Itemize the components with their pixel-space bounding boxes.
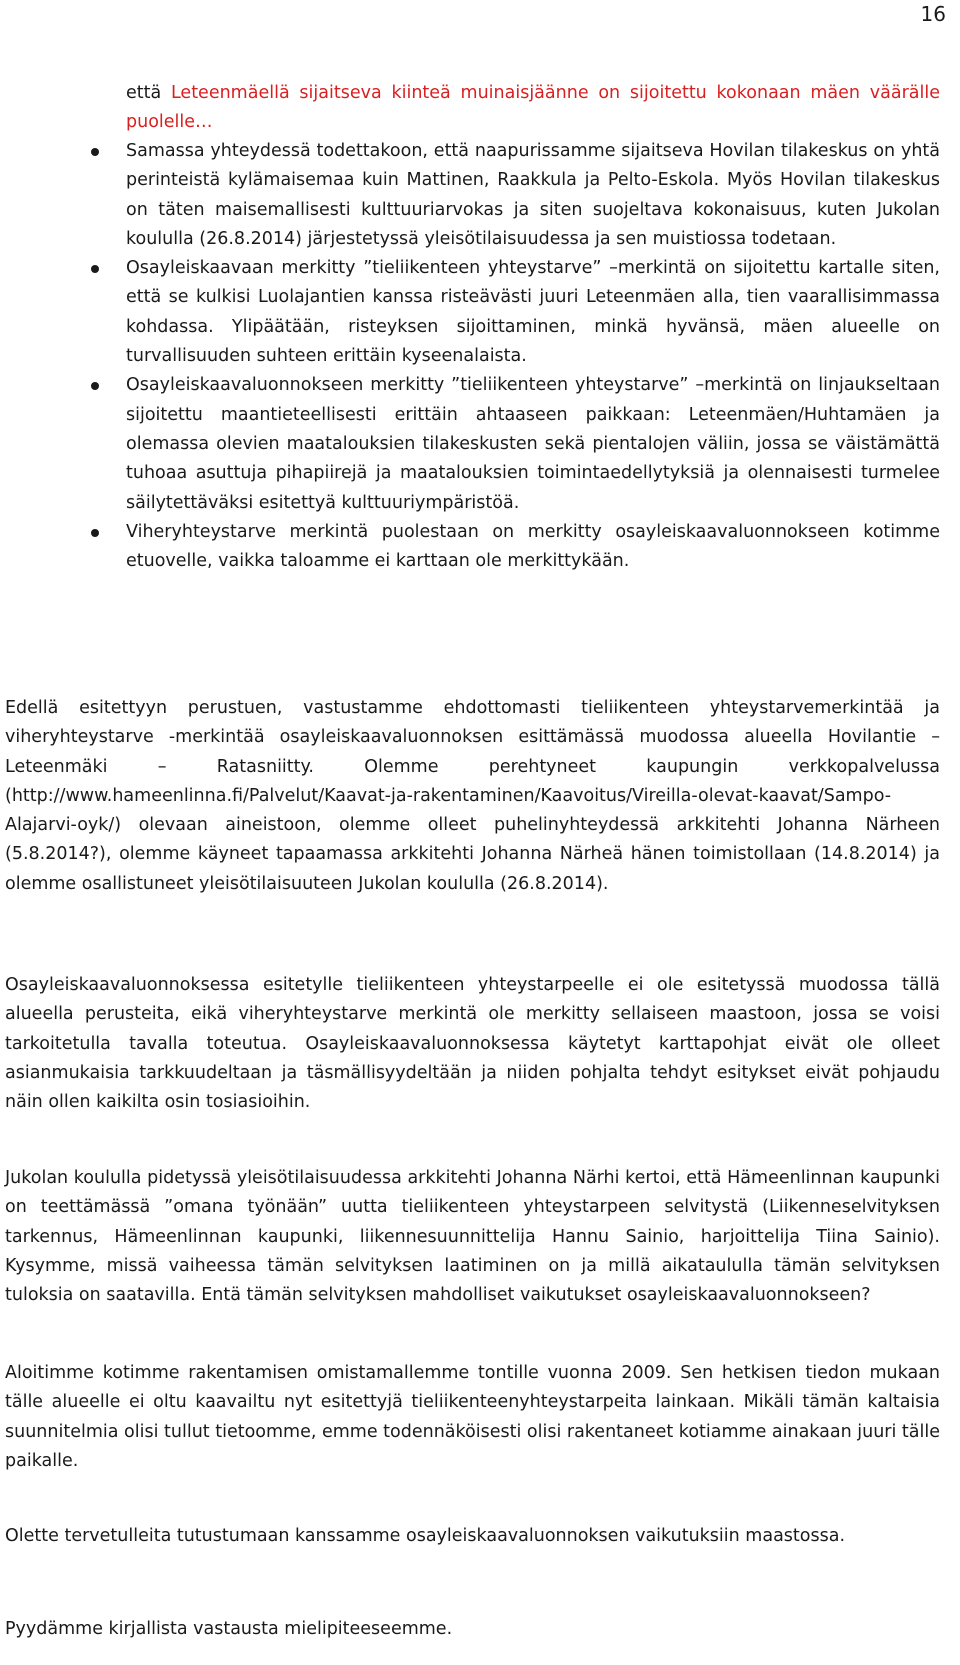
paragraph-request: Pyydämme kirjallista vastausta mielipiteeseemme. [5, 1619, 453, 1639]
bullet-text: Samassa yhteydessä todettakoon, että naapurissamme sijaitseva Hovilan tilakeskus on yhtä perinteistä kylämaisemaa kuin Mattinen, Raakkula ja Pelto-Eskola. Myös Hovilan tilakeskus on täten maisemallisesti kulttuuriarvokas ja siten suojeltava kokonaisuus, kuten Jukolan koululla (26.8.2014) järjestetyssä yleisötilaisuudessa ja sen muistiossa todetaan. [126, 141, 940, 249]
bullet-item [0, 254, 940, 371]
bullet-dot-icon [91, 265, 99, 273]
highlighted-text: Leteenmäellä sijaitseva kiinteä muinaisjäänne on sijoitettu kokonaan mäen väärälle puolelle… [126, 83, 940, 133]
bullet-dot-icon [91, 148, 99, 156]
bullet-item [0, 137, 940, 254]
paragraph-traffic-study: Jukolan koululla pidetyssä yleisötilaisuudessa arkkitehti Johanna Närhi kertoi, että Hämeenlinnan kaupunki on teettämässä ”omana työnään” uutta tieliikenteen yhteystarpeen selvitystä (Liikenneselvityksen tarkennus, Hämeenlinnan kaupunki, liikennesuunnittelija Hannu Sainio, harjoittelija Tiina Sainio). Kysymme, missä vaiheessa tämän selvityksen laatiminen on ja millä aikataululla tämän selvityksen tuloksia on saatavilla. Entä tämän selvityksen mahdolliset vaikutukset osayleiskaavaluonnokseen? [5, 1168, 940, 1306]
paragraph-opposition: Edellä esitettyyn perustuen, vastustamme ehdottomasti tieliikenteen yhteystarvemerkintää ja viheryhteystarve -merkintää osayleiskaavaluonnoksen esittämässä muodossa alueella Hovilantie – Leteenmäki – Ratasniitty. Olemme perehtyneet kaupungin verkkopalvelussa (http://www.hameenlinna.fi/Palvelut/Kaavat-ja-rakentaminen/Kaavoitus/Vireilla-olevat-kaavat/Sampo-Alajarvi-oyk/) olevaan aineistoon, olemme olleet puhelinyhteydessä arkkitehti Johanna Närheen (5.8.2014?), olemme käyneet tapaamassa arkkitehti Johanna Närheä hänen toimistollaan (14.8.2014) ja olemme osallistuneet yleisötilaisuuteen Jukolan koululla (26.8.2014). [5, 698, 940, 894]
bullet-list [0, 137, 960, 576]
bullet-text: Osayleiskaavaan merkitty ”tieliikenteen yhteystarve” –merkintä on sijoitettu kartalle siten, että se kulkisi Luolajantien kanssa risteävästi juuri Leteenmäen alla, tien vaarallisimmassa kohdassa. Ylipäätään, risteyksen sijoittaminen, minkä hyvänsä, mäen alueelle on turvallisuuden suhteen erittäin kyseenalaista. [126, 258, 940, 367]
bullet-dot-icon [91, 529, 99, 537]
paragraph-invitation: Olette tervetulleita tutustumaan kanssamme osayleiskaavaluonnoksen vaikutuksiin maastossa. [5, 1526, 846, 1546]
paragraph-no-grounds: Osayleiskaavaluonnoksessa esitetylle tieliikenteen yhteystarpeelle ei ole esitetyssä muodossa tällä alueella perusteita, eikä viheryhteystarve merkintä ole merkitty sellaiseen maastoon, jossa se voisi tarkoitetulla tavalla toteutua. Osayleiskaavaluonnoksessa käytetyt karttapohjat eivät ole olleet asianmukaisia tarkkuudeltaan ja täsmällisyydeltään ja niiden pohjalta tehdyt esitykset eivät pohjaudu näin ollen kaikilta osin tosiasioihin. [5, 975, 940, 1113]
page-number: 16 [920, 2, 946, 26]
intro-line [126, 79, 940, 138]
intro-text: että [126, 83, 171, 103]
bullet-text: Osayleiskaavaluonnokseen merkitty ”tieliikenteen yhteystarve” –merkintä on linjaukseltaan sijoitettu maantieteellisesti erittäin ahtaaseen paikkaan: Leteenmäen/Huhtamäen ja olemassa olevien maatalouksien tilakeskusten sekä pientalojen väliin, jossa se väistämättä tuhoaa asuttuja pihapiirejä ja maatalouksien toimintaedellytyksiä ja olennaisesti turmelee säilytettäväksi esitettyä kulttuuriympäristöä. [126, 375, 940, 513]
bullet-item [0, 371, 940, 517]
bullet-item [0, 518, 940, 577]
bullet-text: Viheryhteystarve merkintä puolestaan on merkitty osayleiskaavaluonnokseen kotimme etuovelle, vaikka taloamme ei karttaan ole merkittykään. [126, 521, 940, 572]
paragraph-home-building: Aloitimme kotimme rakentamisen omistamallemme tontille vuonna 2009. Sen hetkisen tiedon mukaan tälle alueelle ei oltu kaavailtu nyt esitettyjä tieliikenteenyhteystarpeita lainkaan. Mikäli tämän kaltaisia suunnitelmia olisi tullut tietoomme, emme todennäköisesti olisi rakentaneet kotiamme ainakaan juuri tälle paikalle. [5, 1363, 940, 1471]
bullet-dot-icon [91, 382, 99, 390]
